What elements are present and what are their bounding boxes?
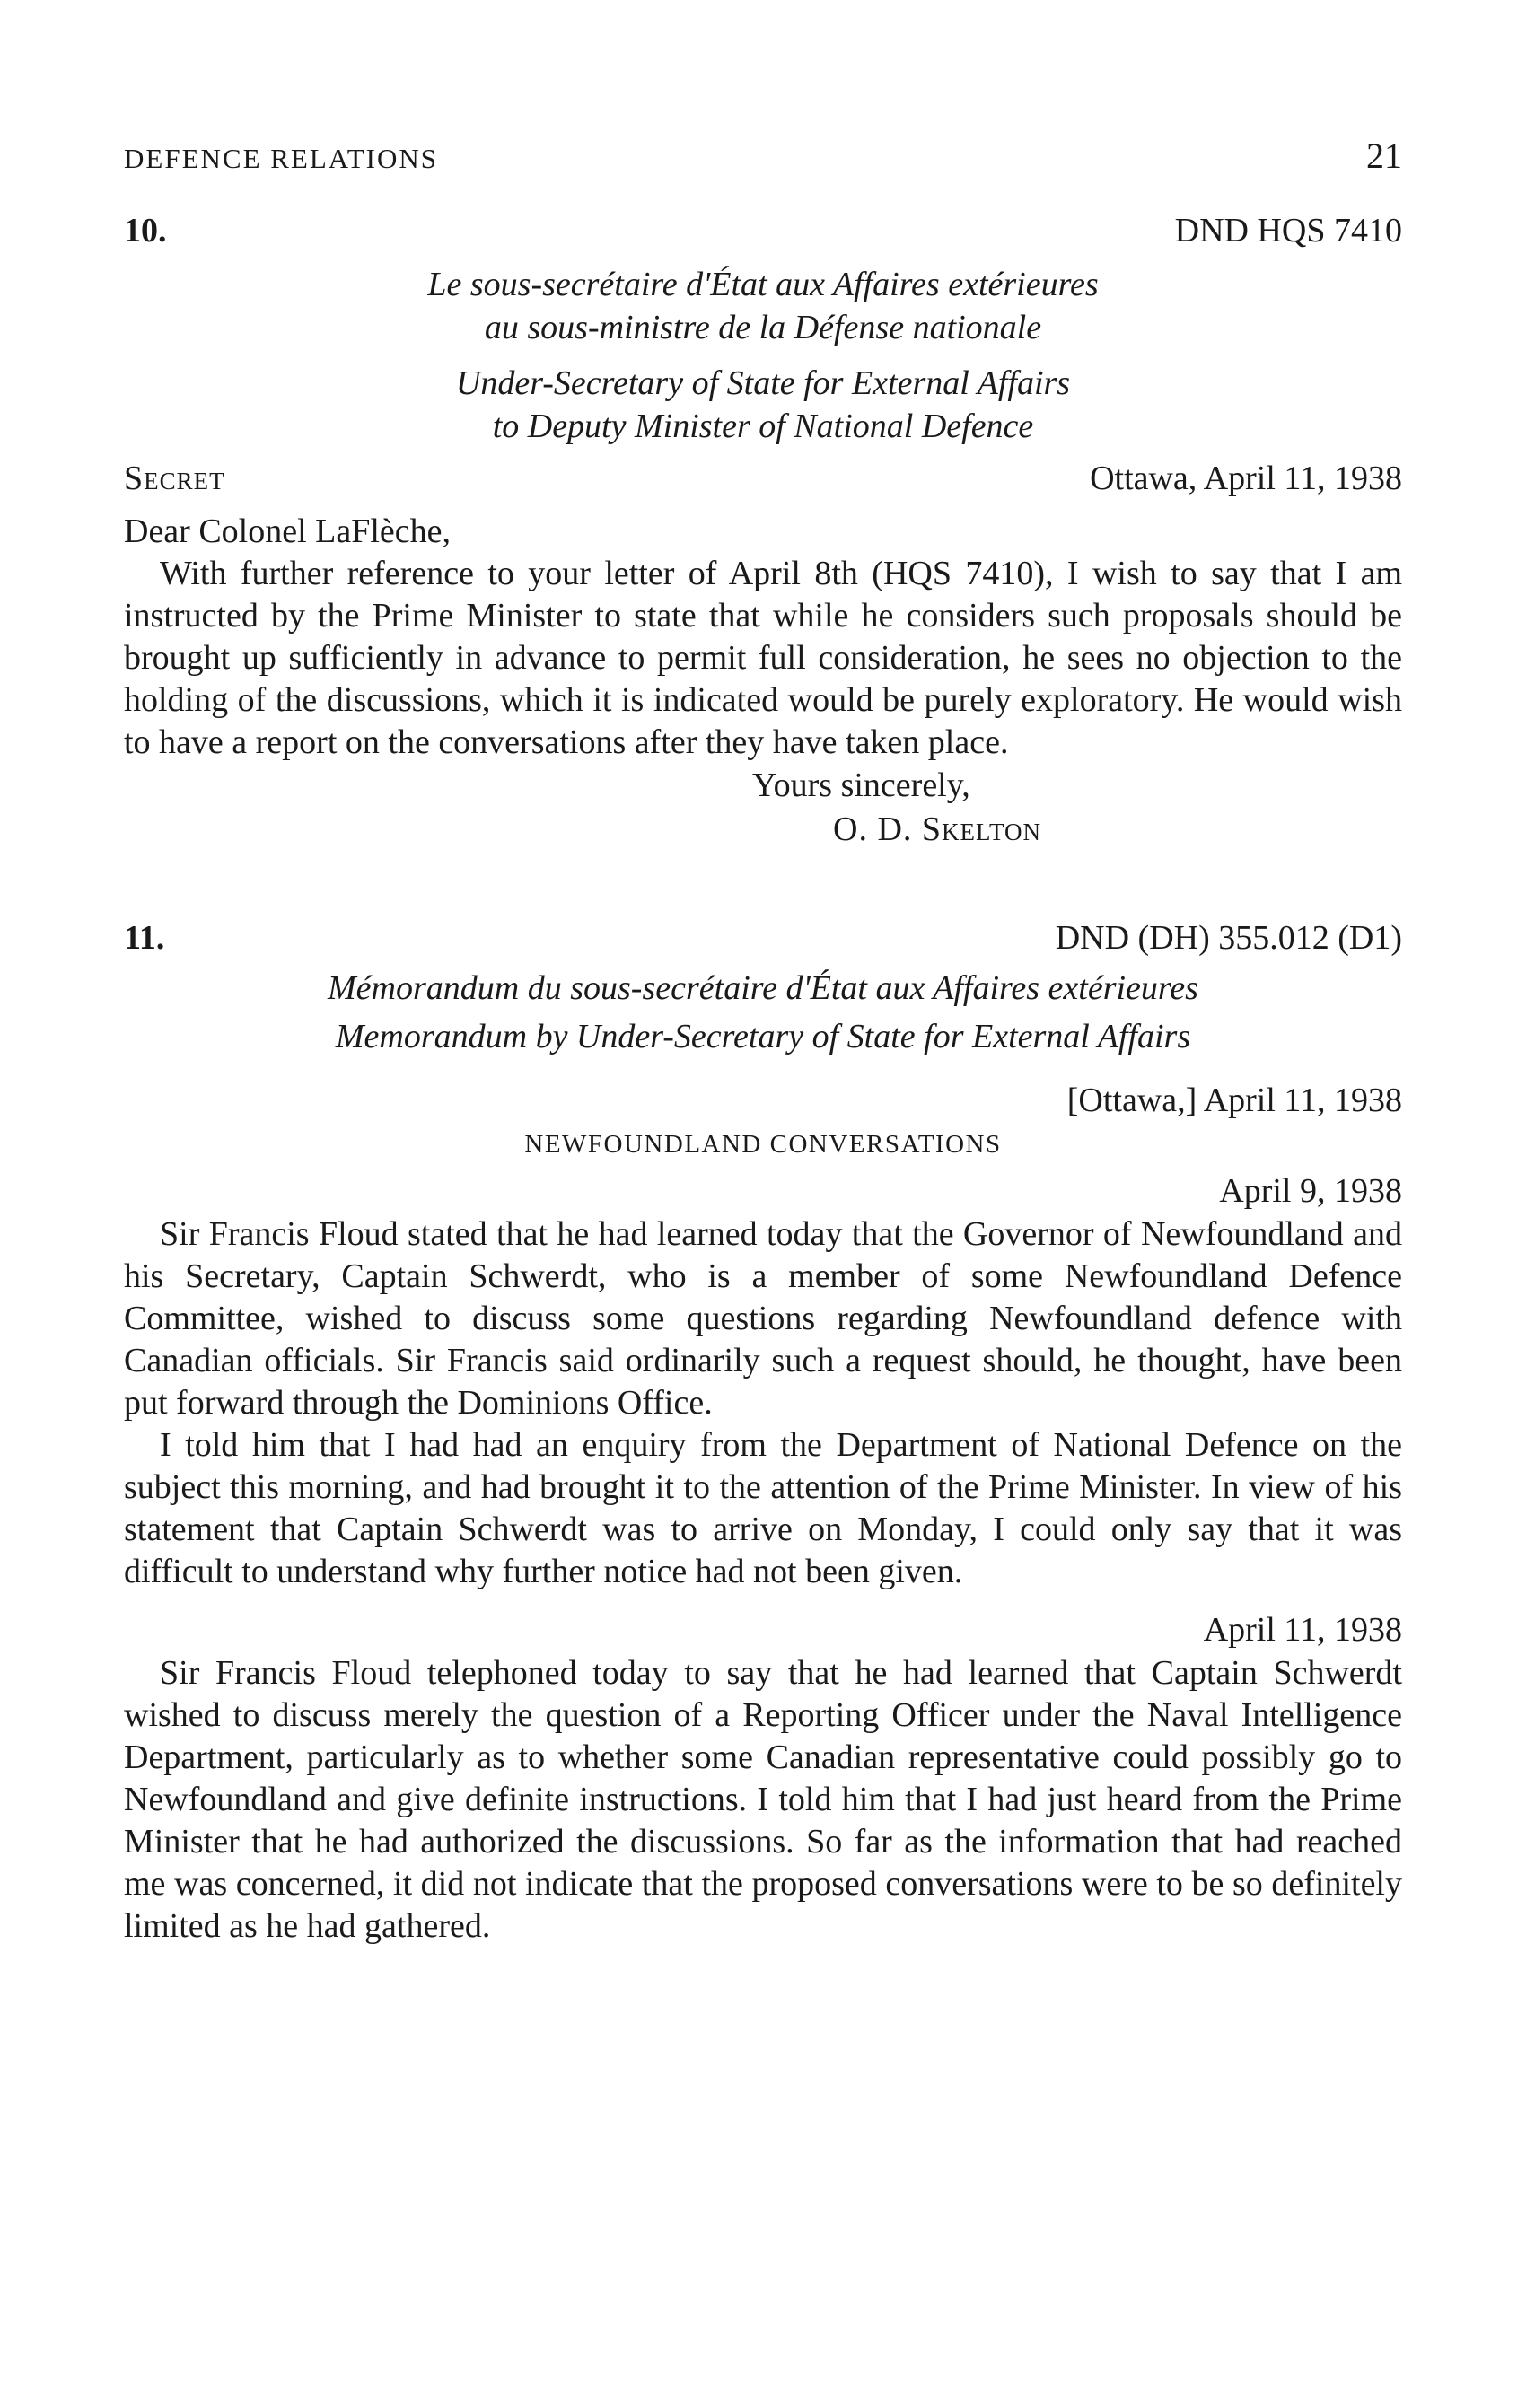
document-11-header [124,918,1402,958]
running-header [124,135,1402,177]
entry-1-paragraph-2: I told him that I had had an enquiry from the Department of National Defence on the subject this morning, and had brought it to the attention of the Prime Minister. In view of his statement that Captain Schwerdt was to arrive on Monday, I could only say that it was difficult to understand why further notice had not been given. [124,1426,1402,1590]
classification: Secret [124,460,225,497]
running-title: DEFENCE RELATIONS [124,143,439,174]
page-number: 21 [1366,136,1402,176]
title-english-line-2: to Deputy Minister of National Defence [492,407,1034,445]
document-number: 10. [124,212,167,250]
file-reference: DND (DH) 355.012 (D1) [1055,919,1402,957]
document-11 [124,918,1402,1948]
subject-heading: NEWFOUNDLAND CONVERSATIONS [524,1130,1002,1159]
title-english: Memorandum by Under-Secretary of State for External Affairs [335,1018,1191,1055]
document-page [124,135,1402,1948]
place-date: [Ottawa,] April 11, 1938 [1066,1081,1402,1119]
title-english [124,362,1402,448]
title-french [124,263,1402,349]
closing: Yours sincerely, [752,766,970,804]
entry-date-1: April 9, 1938 [1219,1172,1402,1210]
entry-date-2: April 11, 1938 [1203,1611,1402,1649]
file-reference: DND HQS 7410 [1174,212,1402,250]
letter-body: With further reference to your letter of April 8th (HQS 7410), I wish to say that I am instructed by the Prime Minister to state that while he considers such proposals should be brought up sufficiently in advance to permit full consideration, he sees no objection to the holding of the discussions, which it is indicated would be purely exploratory. He would wish to have a report on the conversations after they have taken place. [124,555,1402,761]
salutation: Dear Colonel LaFlèche, [124,512,452,550]
entry-2-paragraph-1: Sir Francis Floud telephoned today to say that he had learned that Captain Schwerdt wished to discuss merely the question of a Reporting Officer under the Naval Intelligence Department, particularly as to whether some Canadian representative could possibly go to Newfoundland and give definite instructions. I told him that I had just heard from the Prime Minister that he had authorized the discussions. So far as the information that had reached me was concerned, it did not indicate that the proposed conversations were to be so definitely limited as he had gathered. [124,1654,1402,1945]
title-french-line-2: au sous-ministre de la Défense nationale [484,309,1042,346]
document-10-header [124,211,1402,250]
title-french-line-1: Le sous-secrétaire d'État aux Affaires extérieures [427,266,1099,303]
document-number: 11. [124,919,165,957]
document-10 [124,211,1402,852]
classification-row [124,459,1402,498]
title-french: Mémorandum du sous-secrétaire d'État aux Affaires extérieures [328,969,1198,1007]
title-english-line-1: Under-Secretary of State for External Affairs [455,364,1071,402]
place-date: Ottawa, April 11, 1938 [1090,460,1402,497]
entry-1-paragraph-1: Sir Francis Floud stated that he had learned today that the Governor of Newfoundland and his Secretary, Captain Schwerdt, who is a member of some Newfoundland Defence Committee, wished to discuss some questions regarding Newfoundland defence with Canadian officials. Sir Francis said ordinarily such a request should, he thought, have been put forward through the Dominions Office. [124,1215,1402,1422]
signature: O. D. Skelton [833,810,1042,848]
